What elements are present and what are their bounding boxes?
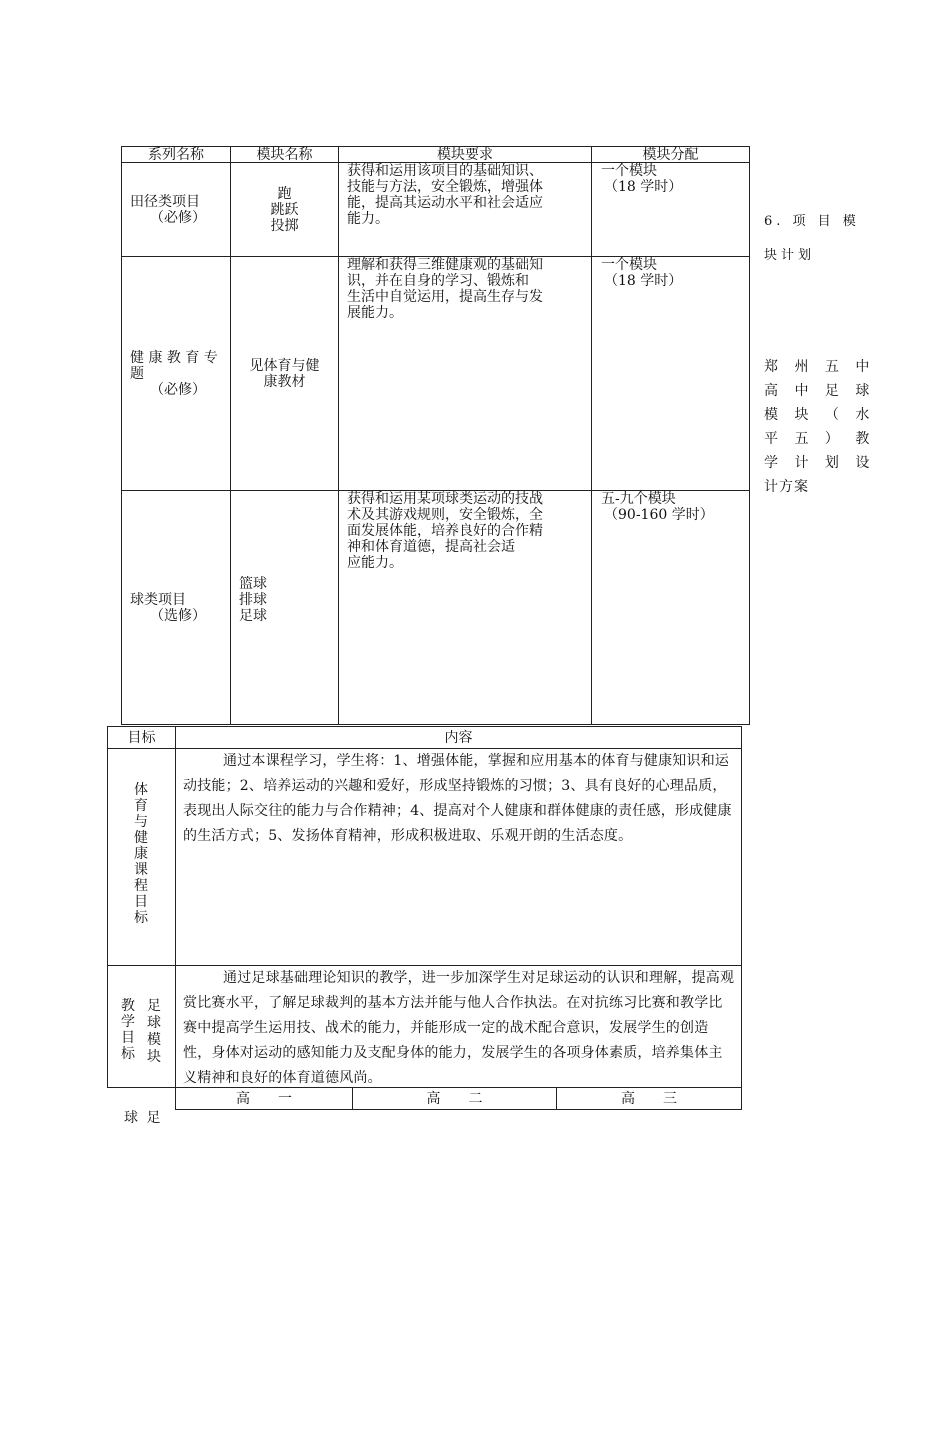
row1-module-1: 跑 — [277, 186, 292, 202]
row3-req-line4: 神和体育道德，提高社会适 — [347, 539, 515, 555]
row2-alloc-line1: 一个模块 — [601, 257, 657, 273]
row1-module-2: 跳跃 — [270, 202, 299, 218]
row1-series-line2: （必修） — [150, 210, 206, 226]
row2-module-2: 康教材 — [263, 374, 306, 390]
row1-alloc-line1: 一个模块 — [601, 163, 657, 179]
side-body-line2: 高 中 足 球 — [764, 383, 876, 399]
side-title-line2: 块计划 — [764, 248, 816, 263]
row1-req-line4: 能力。 — [347, 211, 389, 227]
row2-req-line3: 生活中自觉运用，提高生存与发 — [347, 289, 543, 305]
row3-req-line1: 获得和运用某项球类运动的技战 — [347, 491, 543, 507]
row2-series-line1: 健 康 教 育 专 — [130, 350, 218, 366]
row1-req-line3: 能，提高其运动水平和社会适应 — [347, 195, 543, 211]
row1-label-course-goal: 体育与健康课程目标 — [134, 782, 148, 926]
header-goal: 目标 — [127, 730, 156, 746]
row2-label-teaching-goal: 教学目标 — [121, 998, 135, 1062]
side-body-line4: 平 五 ） 教 — [764, 431, 876, 447]
side-body-line3: 模 块 （ 水 — [764, 407, 876, 423]
header-series-name: 系列名称 — [148, 147, 204, 163]
footer-fragment: 球 足 — [124, 1110, 163, 1126]
row3-alloc-line2: （90-160 学时） — [604, 507, 714, 523]
row3-req-line3: 面发展体能，培养良好的合作精 — [347, 523, 543, 539]
row1-content: 通过本课程学习，学生将：1、增强体能，掌握和应用基本的体育与健康知识和运动技能；2、培养运动的兴趣和爱好，形成坚持锻炼的习惯；3、具有良好的心理品质，表现出人际交往的能力与合作精神；4、提高对个人健康和群体健康的责任感，形成健康的生活方式；5、发扬体育精神，形成积极进取、乐观开朗的生活态度。 — [183, 753, 732, 844]
grade-2-header: 高 二 — [426, 1091, 483, 1107]
row1-alloc-line2: （18 学时） — [604, 179, 683, 195]
row1-series-line1: 田径类项目 — [130, 194, 200, 210]
grade-3-header: 高 三 — [621, 1091, 677, 1107]
side-body-line1: 郑 州 五 中 — [764, 359, 876, 375]
row3-series-line2: （选修） — [150, 608, 206, 624]
row2-label-football-module: 足球模块 — [147, 998, 161, 1065]
row3-module-1: 篮球 — [239, 576, 267, 592]
side-body-line6: 计方案 — [764, 479, 809, 495]
row3-req-line2: 术及其游戏规则，安全锻炼，全 — [347, 507, 543, 523]
header-content: 内容 — [444, 730, 473, 746]
row1-req-line2: 技能与方法，安全锻炼，增强体 — [347, 179, 543, 195]
header-module-requirement: 模块要求 — [437, 147, 493, 163]
grade-1-header: 高 一 — [236, 1091, 292, 1107]
row2-req-line4: 展能力。 — [347, 305, 403, 321]
row3-module-2: 排球 — [239, 592, 267, 608]
header-module-allocation: 模块分配 — [642, 147, 699, 163]
row3-module-3: 足球 — [239, 608, 267, 624]
header-module-name: 模块名称 — [256, 147, 313, 163]
side-title-line1: 6. 项 目 模 — [764, 214, 860, 229]
row2-module-1: 见体育与健 — [249, 358, 320, 374]
row3-series-line1: 球类项目 — [130, 592, 186, 608]
row1-req-line1: 获得和运用该项目的基础知识、 — [347, 163, 543, 179]
row1-module-3: 投掷 — [270, 218, 299, 234]
row2-req-line1: 理解和获得三维健康观的基础知 — [347, 257, 543, 273]
side-body-line5: 学 计 划 设 — [764, 455, 876, 471]
row2-req-line2: 识，并在自身的学习、锻炼和 — [347, 273, 529, 289]
row2-alloc-line2: （18 学时） — [604, 273, 683, 289]
row2-content: 通过足球基础理论知识的教学，进一步加深学生对足球运动的认识和理解，提高观赏比赛水平，了解足球裁判的基本方法并能与他人合作执法。在对抗练习比赛和教学比赛中提高学生运用技、战术的能力，并能形成一定的战术配合意识，发展学生的创造性，身体对运动的感知能力及支配身体的能力，发展学生的各项身体素质，培养集体主义精神和良好的体育道德风尚。 — [183, 970, 735, 1086]
row3-req-line5: 应能力。 — [347, 555, 403, 571]
row2-series-line3: （必修） — [150, 382, 206, 398]
row2-series-line2: 题 — [130, 366, 144, 382]
row3-alloc-line1: 五-九个模块 — [601, 491, 676, 507]
